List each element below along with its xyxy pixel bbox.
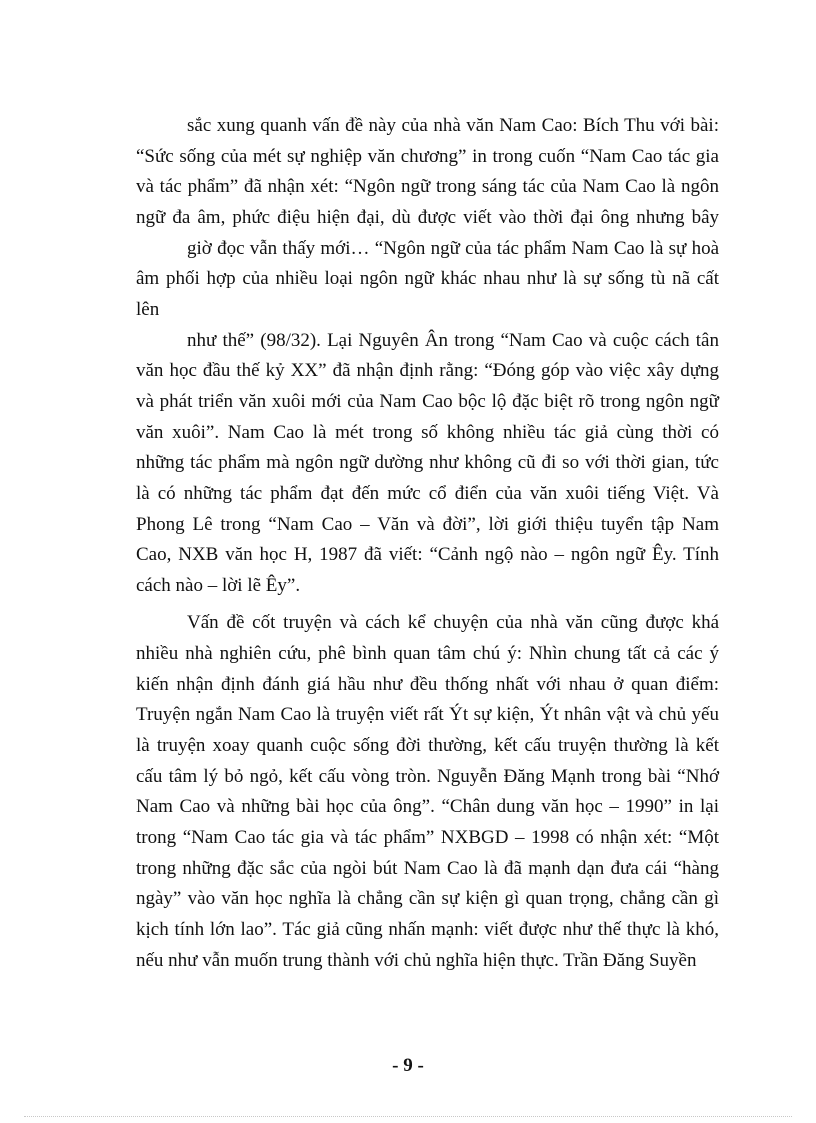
page-bottom-border xyxy=(24,1116,792,1117)
text-line: Cao, NXB văn học H, 1987 đã viết: “Cảnh ngộ nào – ngôn ngữ Êy. Tính xyxy=(136,544,719,565)
text-line: những tác phẩm mà ngôn ngữ dường như không cũ đi so với thời gian, tức xyxy=(136,452,719,473)
text-line: ngữ đa âm, phức điệu hiện đại, dù được viết vào thời đại ông nhưng bây xyxy=(136,207,719,228)
text-line: cấu tâm lý bỏ ngỏ, kết cấu vòng tròn. Nguyễn Đăng Mạnh trong bài “Nhớ xyxy=(136,766,719,787)
text-line: “Sức sống của mét sự nghiệp văn chương” in trong cuốn “Nam Cao tác gia xyxy=(136,146,719,167)
text-line: là truyện xoay quanh cuộc sống đời thường, kết cấu truyện thường là kết xyxy=(136,735,719,756)
text-line: trong những đặc sắc của ngòi bút Nam Cao là đã mạnh dạn đưa cái “hàng xyxy=(136,858,719,879)
page-number: - 9 - xyxy=(392,1055,424,1076)
text-line: ngày” vào văn học nghĩa là chẳng cần sự kiện gì quan trọng, chẳng cần gì xyxy=(136,888,719,909)
text-line: cách nào – lời lẽ Êy”. xyxy=(136,575,301,596)
text-line: lên xyxy=(136,299,160,320)
text-line: âm phối hợp của nhiều loại ngôn ngữ khác nhau như là sự sống tù nã cất xyxy=(136,268,719,289)
text-line: trong “Nam Cao tác gia và tác phẩm” NXBGD – 1998 có nhận xét: “Một xyxy=(136,827,719,848)
text-line: nhiều nhà nghiên cứu, phê bình quan tâm chú ý: Nhìn chung tất cả các ý xyxy=(136,643,719,664)
text-line: kiến nhận định đánh giá hầu như đều thống nhất với nhau ở quan điểm: xyxy=(136,674,719,695)
text-line: và phát triển văn xuôi mới của Nam Cao bộc lộ đặc biệt rõ trong ngôn ngữ xyxy=(136,391,719,412)
text-line: giờ đọc vẫn thấy mới… “Ngôn ngữ của tác phẩm Nam Cao là sự hoà xyxy=(187,238,719,259)
text-line: Nam Cao và những bài học của ông”. “Chân dung văn học – 1990” in lại xyxy=(136,796,719,817)
text-line: là có những tác phẩm đạt đến mức cổ điển của văn xuôi tiếng Việt. Và xyxy=(136,483,719,504)
text-line: nếu như vẫn muốn trung thành với chủ nghĩa hiện thực. Trần Đăng Suyền xyxy=(136,950,697,971)
text-line: Truyện ngắn Nam Cao là truyện viết rất Ýt sự kiện, Ýt nhân vật và chủ yếu xyxy=(136,704,719,725)
text-line: sắc xung quanh vấn đề này của nhà văn Nam Cao: Bích Thu với bài: xyxy=(187,115,719,136)
text-line: kịch tính lớn lao”. Tác giả cũng nhấn mạnh: viết được như thế thực là khó, xyxy=(136,919,719,940)
text-line: Phong Lê trong “Nam Cao – Văn và đời”, lời giới thiệu tuyển tập Nam xyxy=(136,514,719,535)
text-line: và tác phẩm” đã nhận xét: “Ngôn ngữ trong sáng tác của Nam Cao là ngôn xyxy=(136,176,719,197)
text-line: văn xuôi”. Nam Cao là mét trong số không nhiều tác giả cùng thời có xyxy=(136,422,719,443)
text-line: như thế” (98/32). Lại Nguyên Ân trong “Nam Cao và cuộc cách tân xyxy=(187,330,719,351)
text-line: văn học đầu thế kỷ XX” đã nhận định rằng: “Đóng góp vào việc xây dựng xyxy=(136,360,719,381)
text-line: Vấn đề cốt truyện và cách kể chuyện của nhà văn cũng được khá xyxy=(187,612,719,633)
